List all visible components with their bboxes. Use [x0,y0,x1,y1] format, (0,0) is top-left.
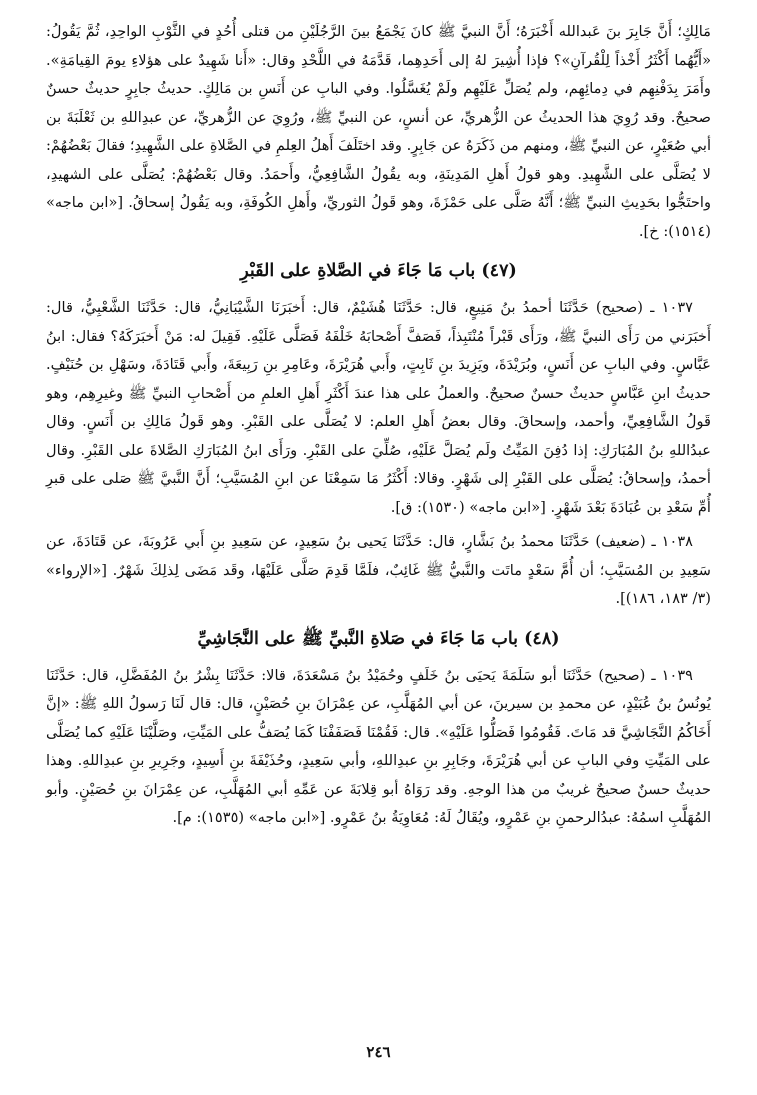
continued-hadith-paragraph: مَالِكٍ؛ أَنَّ جَابِرَ بنَ عَبدالله أَخْبَرَهُ؛ أَنَّ النبيَّ ﷺ كانَ يَجْمَعُ بينَ الرَّجُلَيْنِ من قتلى أُحُدٍ في الثَّوْبِ الواحِدِ، ثُمَّ يَقُولُ: «أَيُّهُما أَكْثَرُ أَخْذاً لِلْقُرآنِ»؟ فإذا أُشِيرَ لهُ إلى أَحَدِهِما، قَدَّمَهُ في اللَّحْدِ وقال: «أَنا شَهِيدٌ على هؤلاءِ يومَ القِيامَةِ». وأَمَرَ بِدَفْنِهِم في دِمائِهِم، ولم يُصَلِّ عَلَيْهِم ولَمْ يُغَسَّلُوا. وفي البابِ عن أَنَسِ بن مَالِكٍ. حديثُ جابِرٍ حديثٌ حسنٌ صحيحٌ. وقد رُوِيَ هذا الحديثُ عن الزُّهريِّ، عن أنسٍ، عن النبيِّ ﷺ، ورُوِيَ عن الزُّهريِّ، عن عبدِاللهِ بن ثَعْلَبَةَ بن أبي صُعَيْرٍ، عن النبيِّ ﷺ، ومنهم من ذَكَرَهُ عن جَابِرٍ. وقد اختَلَفَ أَهلُ العِلمِ في الصَّلاةِ على الشَّهِيدِ؛ فقالَ بَعْضُهُمْ: لا يُصَلَّى على الشَّهِيدِ. وهو قولُ أَهلِ المَدِينَةِ، وبه يقُولُ الشَّافِعِيُّ، وأَحمَدُ. وقال بَعْضُهُمْ: يُصَلَّى على الشهيدِ، واحتَجُّوا بحَدِيثِ النبيِّ ﷺ؛ أَنَّهُ صَلَّى على حَمْزَةَ، وهو قَولُ الثوريِّ، وأَهلِ الكُوفَةِ، وبه يَقُولُ إسحاقُ. [«ابن ماجه» (١٥١٤): خ]. [46,23,711,240]
hadith-1038: ١٠٣٨ ـ (ضعيف) حَدَّثَنَا محمدُ بنُ بَشَّارٍ، قال: حَدَّثَنَا يَحيى بنُ سَعِيدٍ، عن سَعِيدِ بنِ أَبي عَرُوبَةَ، عن قَتَادَةَ، عن سَعِيدِ بن المُسَيَّبِ؛ أن أُمَّ سَعْدٍ ماتَت والنَّبيُّ ﷺ غَائِبٌ، فلَمَّا قَدِمَ صَلَّى عَلَيْهَا، وقَد مَضَى لِذلِكَ شَهْرٌ. [«الإرواء» (٣/ ١٨٣، ١٨٦)]. [46,533,711,607]
hadith-1037: ١٠٣٧ ـ (صحيح) حَدَّثَنَا أحمدُ بنُ مَنِيعٍ، قال: حَدَّثَنَا هُشَيْمٌ، قال: أَخبَرَنَا الشَّيْبَانِيُّ، قال: حَدَّثَنَا الشَّعْبِيُّ، قال: أَخبَرَني من رَأَى النبيَّ ﷺ، ورَأَى قَبْراً مُنْتَبِذاً، فَصَفَّ أَصْحابَهُ خَلْفَهُ فَصَلَّى عَلَيْهِ. فَقِيلَ له: مَنْ أَخبَرَكَهُ؟ فقال: ابنُ عَبَّاسٍ. وفي البابِ عن أَنَسٍ، وبُرَيْدَةَ، ويَزِيدَ بنِ ثَابِتٍ، وأَبي هُرَيْرَةَ، وعَامِرِ بنِ رَبِيعَةَ، وأَبي قَتَادَةَ، وسَهْلِ بن حُنَيْفٍ. حديثُ ابنِ عَبَّاسٍ حديثٌ حسنٌ صحيحٌ. والعملُ على هذا عندَ أَكْثَرِ أَهلِ العلمِ من أَصْحابِ النبيِّ ﷺ وغيرِهِم، وهو قَولُ الشَّافِعِيِّ، وأحمد، وإسحاقَ. وقال بعضُ أَهلِ العلم: لا يُصَلَّى على القَبْرِ. وهو قَولُ مَالِكِ بن أَنَسٍ. وقال عبدُاللهِ بنُ المُبَارَكِ: إذا دُفِنَ المَيِّتُ ولَم يُصَلَّ عَلَيْهِ، صُلِّيَ على القَبْرِ. ورَأَى ابنُ المُبَارَكِ الصَّلاةَ على القَبْرِ. وقال أحمدُ، وإسحاقُ: يُصَلَّى على القَبْرِ إلى شَهْرٍ. وقالا: أَكْثَرُ مَا سَمِعْنَا عن ابنِ المُسَيَّبِ؛ أَنَّ النَّبيَّ ﷺ صَلى على قبرِ أُمِّ سَعْدِ بن عُبَادَةَ بَعْدَ شَهْرٍ. [«ابن ماجه» (١٥٣٠): ق]. [46,299,711,516]
chapter-heading-48: (٤٨) باب مَا جَاءَ في صَلاةِ النَّبيِّ ﷺ على النَّجَاشِيِّ [197,628,560,649]
hadith-1039: ١٠٣٩ ـ (صحيح) حَدَّثَنَا أبو سَلَمَةَ يَحيَى بنُ خَلَفٍ وحُمَيْدُ بنُ مَسْعَدَةَ، قالا: حَدَّثَنَا بِشْرُ بنُ المُفَضَّلِ، قال: حَدَّثَنَا يُونُسُ بنُ عُبَيْدٍ، عن محمدِ بن سيرينَ، عن أبي المُهَلَّبِ، عن عِمْرَانَ بنِ حُصَيْنٍ، قال: قال لَنَا رَسولُ اللهِ ﷺ: «إنَّ أَخَاكُمُ النَّجَاشِيَّ قد مَاتَ. فَقُومُوا فَصَلُّوا عَلَيْهِ». قال: فَقُمْنَا فَصَفَفْنَا كَمَا يُصَفُّ على المَيِّتِ، وصَلَّيْنَا عَلَيْهِ كما يُصَلَّى على المَيِّتِ وفي البابِ عن أبي هُرَيْرَةَ، وجَابِرِ بنِ عبدِاللهِ، وأبي سَعِيدٍ، وحُذَيْفَةَ بنِ أَسِيدٍ، وجَرِيرِ بنِ عبدِاللهِ. وهذا حديثٌ حسنٌ صحيحٌ غريبٌ من هذا الوجهِ. وقد رَوَاهُ أبو قِلابَةَ عن عَمِّهِ أبي المُهَلَّبِ، عن عِمْرَانَ بنِ حُصَيْنٍ. وأبو المُهَلَّبِ اسمُهُ: عبدُالرحمنِ بنِ عَمْرٍو، ويُقَالُ لَهُ: مُعَاوِيَةُ بنُ عَمْرٍو. [«ابن ماجه» (١٥٣٥): م]. [46,666,711,826]
page-number: ٢٤٦ [366,1043,391,1061]
chapter-heading-47: (٤٧) باب مَا جَاءَ في الصَّلاةِ على القَبْرِ [240,261,517,281]
page-body [46,18,711,833]
